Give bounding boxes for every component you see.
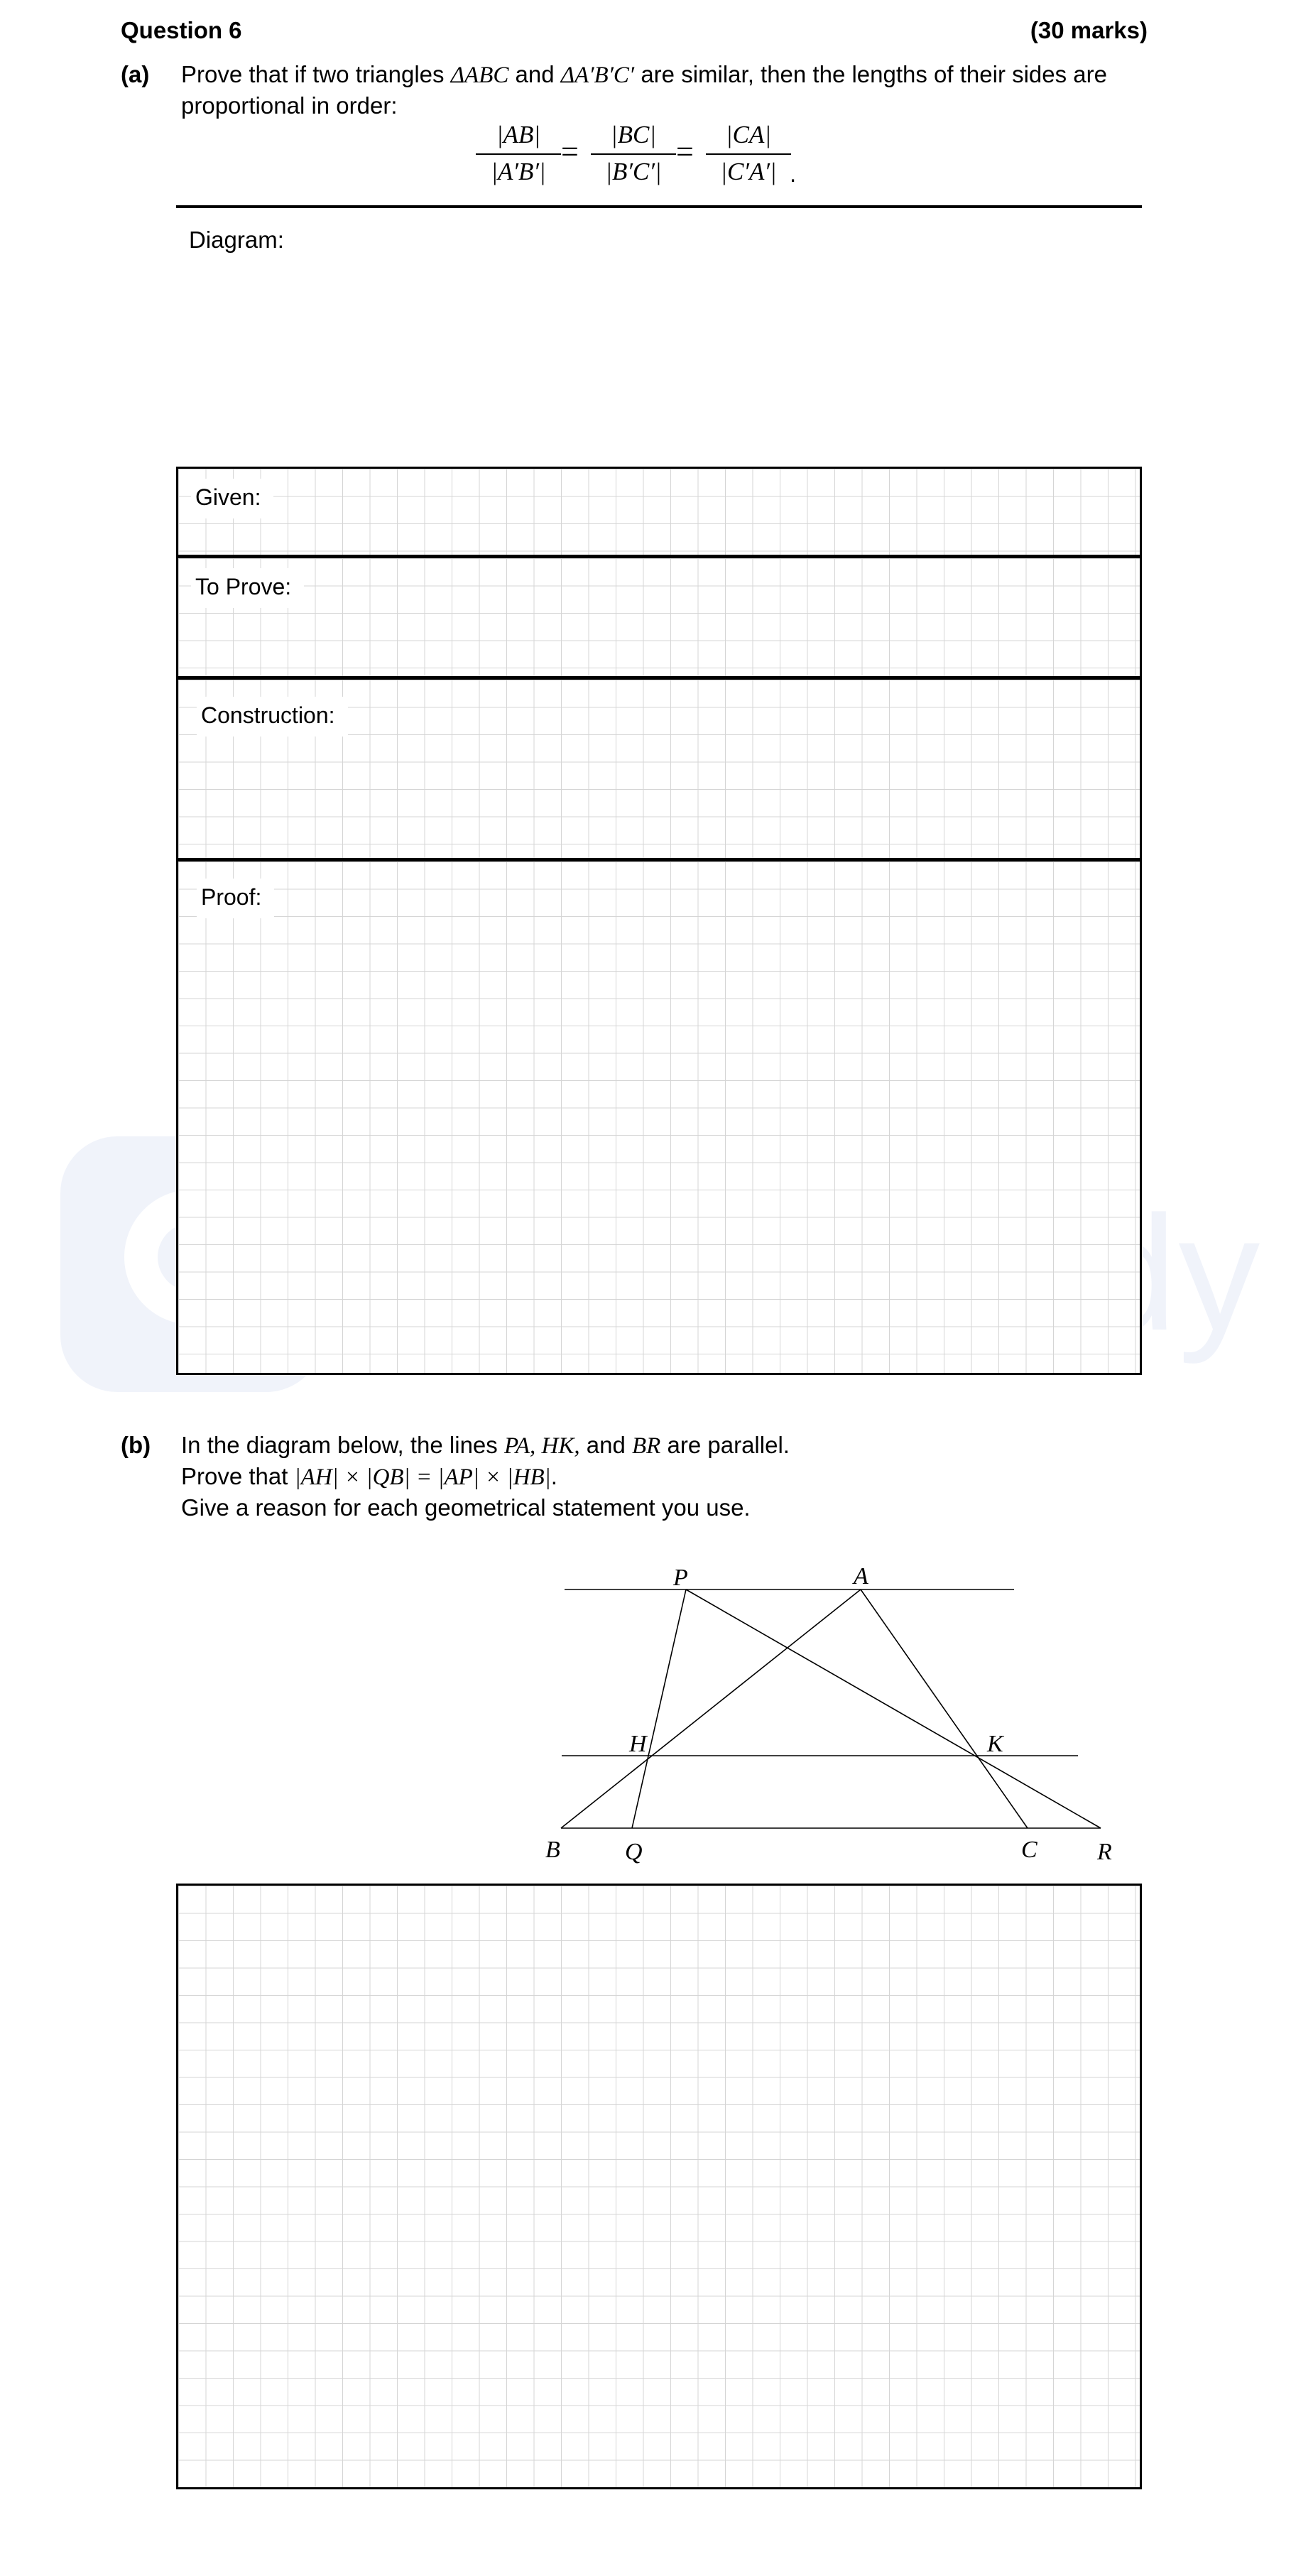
fraction-bc-denominator: |B′C′| xyxy=(605,158,662,185)
point-label-k: K xyxy=(987,1731,1003,1757)
given-label: Given: xyxy=(191,479,273,518)
equals-sign-2: = xyxy=(676,134,694,169)
to-prove-label: To Prove: xyxy=(191,568,304,608)
proof-statement-math: |AH| × |QB| = |AP| × |HB| xyxy=(294,1464,551,1490)
equals-sign-1: = xyxy=(561,134,579,169)
question-title: Question 6 xyxy=(121,17,242,43)
point-label-b: B xyxy=(545,1837,560,1863)
fraction-ab-denominator: |A′B′| xyxy=(491,158,546,185)
point-label-c: C xyxy=(1021,1837,1037,1863)
point-label-h: H xyxy=(629,1731,647,1757)
fraction-bc-numerator: |BC| xyxy=(591,119,676,155)
diagram-label: Diagram: xyxy=(189,227,284,253)
part-a-line2: proportional in order: xyxy=(181,92,398,119)
part-b-line2-pre: Prove that xyxy=(181,1463,295,1489)
part-b-line2-post: . xyxy=(550,1463,557,1489)
part-a-line1-pre: Prove that if two triangles xyxy=(181,61,451,87)
point-label-a: A xyxy=(854,1563,868,1589)
construction-label: Construction: xyxy=(197,697,348,737)
marks-label: (30 marks) xyxy=(1030,17,1148,43)
parallel-lines-math: PA, HK, xyxy=(503,1433,580,1459)
segment-pq xyxy=(632,1589,686,1828)
fraction-ab-numerator: |AB| xyxy=(476,119,561,155)
point-label-r: R xyxy=(1097,1839,1112,1865)
triangle-abc-prime: ΔA′B′C′ xyxy=(560,63,635,88)
part-b-line1-pre: In the diagram below, the lines xyxy=(181,1432,504,1458)
line-br-math: BR xyxy=(632,1433,661,1459)
triangle-abc: ΔABC xyxy=(450,63,509,88)
and-text: and xyxy=(508,61,561,87)
point-label-p: P xyxy=(673,1565,688,1591)
fraction-ca-denominator: |C′A′| xyxy=(720,158,777,185)
point-label-q: Q xyxy=(625,1839,643,1865)
part-b-label: (b) xyxy=(121,1432,151,1458)
segment-ab xyxy=(561,1589,861,1828)
part-b-line1-post: are parallel. xyxy=(660,1432,790,1458)
segment-ac xyxy=(861,1589,1028,1828)
segment-pr xyxy=(686,1589,1101,1828)
part-b-line1-mid: and xyxy=(579,1432,633,1458)
proof-label: Proof: xyxy=(197,879,274,918)
equation-end: . xyxy=(790,161,797,187)
part-a-label: (a) xyxy=(121,61,150,87)
fraction-ca-numerator: |CA| xyxy=(706,119,791,155)
answer-box-part-b[interactable] xyxy=(176,1884,1142,2489)
part-a-line1-post: are similar, then the lengths of their sides are xyxy=(634,61,1108,87)
part-b-line3: Give a reason for each geometrical statement you use. xyxy=(181,1494,751,1521)
